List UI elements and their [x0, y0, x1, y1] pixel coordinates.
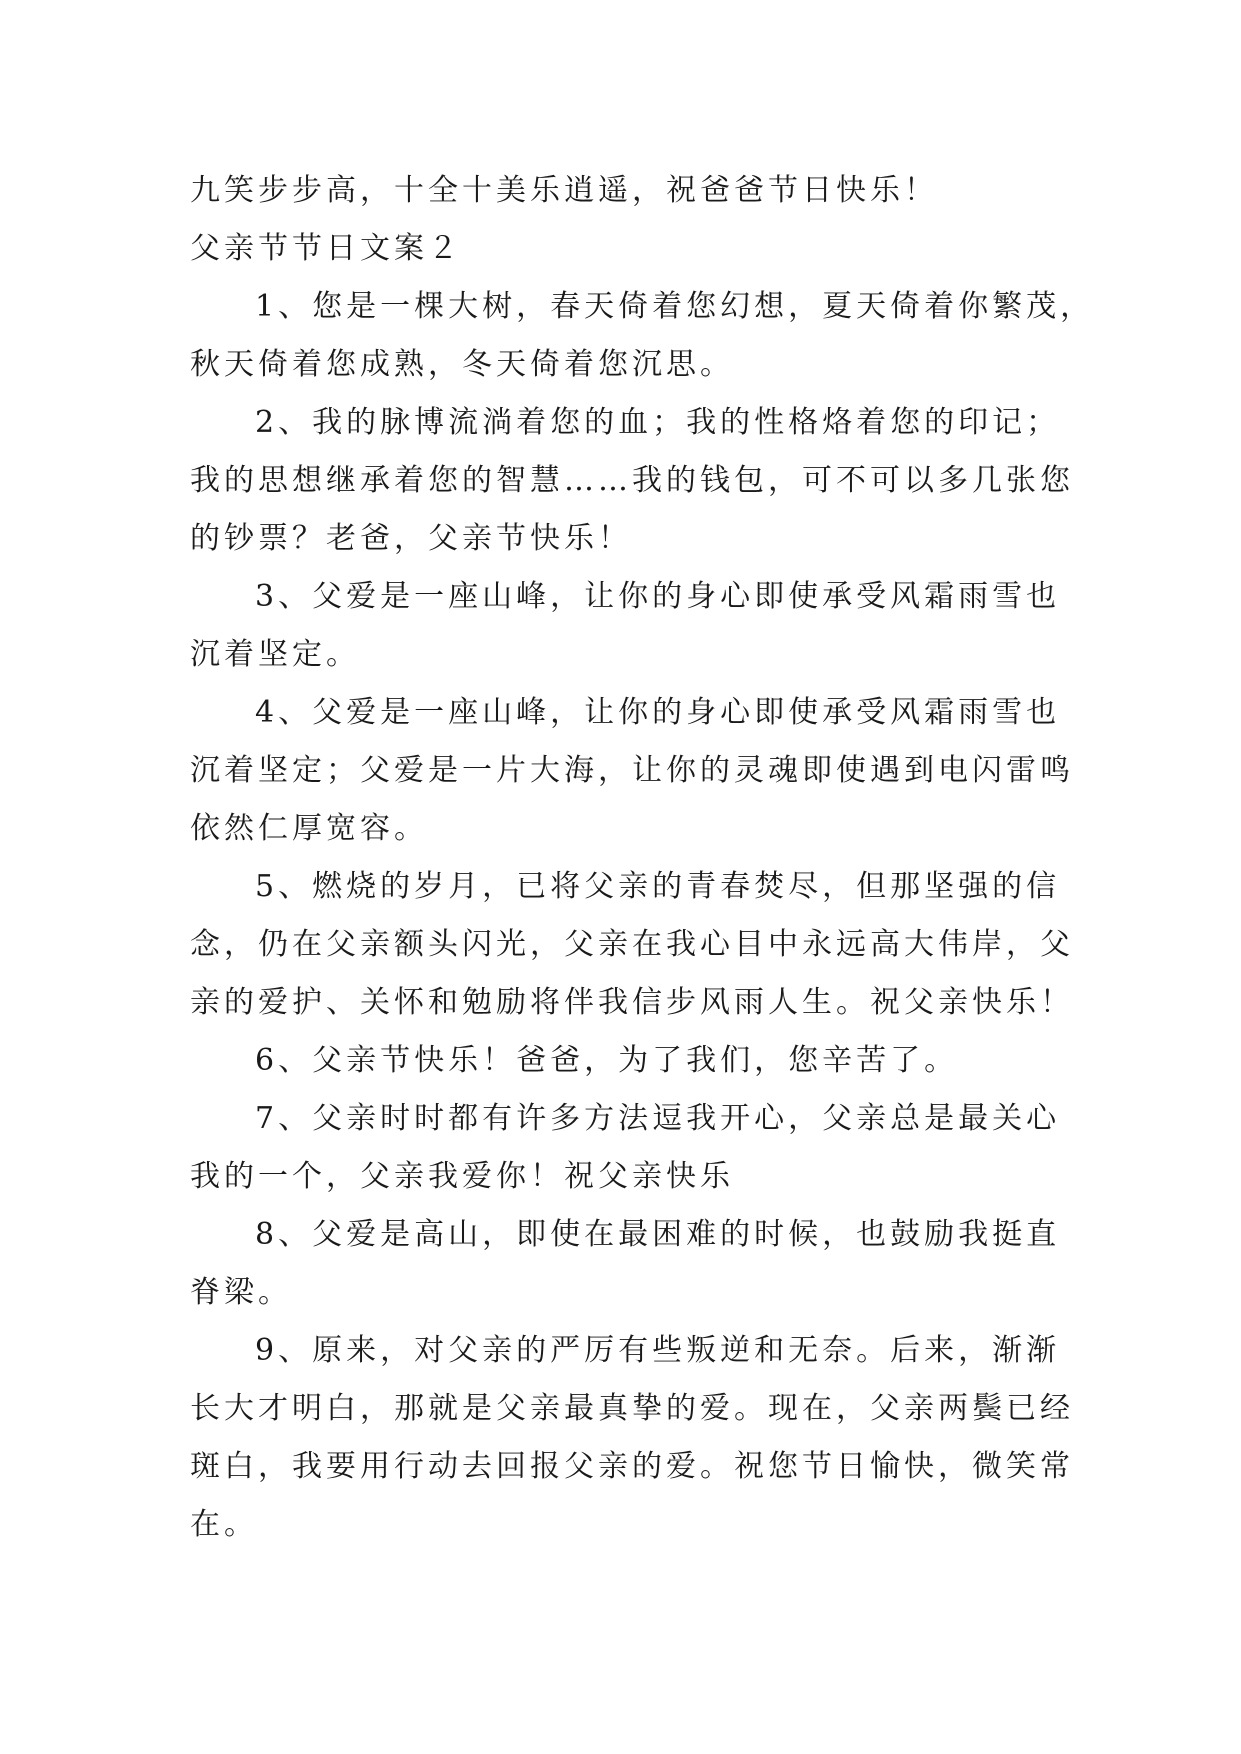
paragraph-line: 7、父亲时时都有许多方法逗我开心，父亲总是最关心	[255, 1101, 1061, 1136]
paragraph-line: 沉着坚定；父爱是一片大海，让你的灵魂即使遇到电闪雷鸣	[190, 753, 1074, 788]
paragraph-line: 9、原来，对父亲的严厉有些叛逆和无奈。后来，渐渐	[255, 1333, 1061, 1368]
paragraph-line: 在。	[190, 1507, 258, 1542]
paragraph-line: 6、父亲节快乐！爸爸，为了我们，您辛苦了。	[255, 1043, 959, 1078]
paragraph-line: 我的一个，父亲我爱你！祝父亲快乐	[190, 1159, 734, 1194]
paragraph-line: 8、父爱是高山，即使在最困难的时候，也鼓励我挺直	[255, 1217, 1061, 1252]
paragraph-line: 1、您是一棵大树，春天倚着您幻想，夏天倚着你繁茂，	[255, 289, 1095, 324]
paragraph	[190, 1090, 1070, 1206]
paragraph-line: 依然仁厚宽容。	[190, 811, 428, 846]
paragraph	[190, 684, 1074, 858]
paragraph	[190, 394, 1074, 568]
paragraph	[190, 278, 1095, 394]
paragraph-line: 念，仍在父亲额头闪光，父亲在我心目中永远高大伟岸，父	[190, 927, 1074, 962]
paragraph-list	[190, 278, 1095, 1554]
section-title: 父亲节节日文案２	[190, 231, 462, 266]
paragraph-line: 2、我的脉博流淌着您的血；我的性格烙着您的印记；	[255, 405, 1061, 440]
paragraph	[190, 858, 1074, 1032]
paragraph	[190, 1032, 1070, 1090]
paragraph-line: 斑白，我要用行动去回报父亲的爱。祝您节日愉快，微笑常	[190, 1449, 1074, 1484]
paragraph-line: 秋天倚着您成熟，冬天倚着您沉思。	[190, 347, 734, 382]
paragraph	[190, 1322, 1074, 1554]
paragraph-line: 5、燃烧的岁月，已将父亲的青春焚尽，但那坚强的信	[255, 869, 1061, 904]
document-page	[190, 162, 1095, 1554]
paragraph-line: 的钞票？老爸，父亲节快乐！	[190, 521, 632, 556]
continued-line: 九笑步步高，十全十美乐逍遥，祝爸爸节日快乐！	[190, 173, 938, 208]
paragraph-line: 脊梁。	[190, 1275, 292, 1310]
paragraph-line: 亲的爱护、关怀和勉励将伴我信步风雨人生。祝父亲快乐！	[190, 985, 1074, 1020]
paragraph-line: 我的思想继承着您的智慧……我的钱包，可不可以多几张您	[190, 463, 1074, 498]
paragraph	[190, 1206, 1070, 1322]
paragraph-line: 4、父爱是一座山峰，让你的身心即使承受风霜雨雪也	[255, 695, 1061, 730]
paragraph-line: 长大才明白，那就是父亲最真挚的爱。现在，父亲两鬓已经	[190, 1391, 1074, 1426]
paragraph	[190, 568, 1070, 684]
paragraph-line: 沉着坚定。	[190, 637, 360, 672]
paragraph-line: 3、父爱是一座山峰，让你的身心即使承受风霜雨雪也	[255, 579, 1061, 614]
